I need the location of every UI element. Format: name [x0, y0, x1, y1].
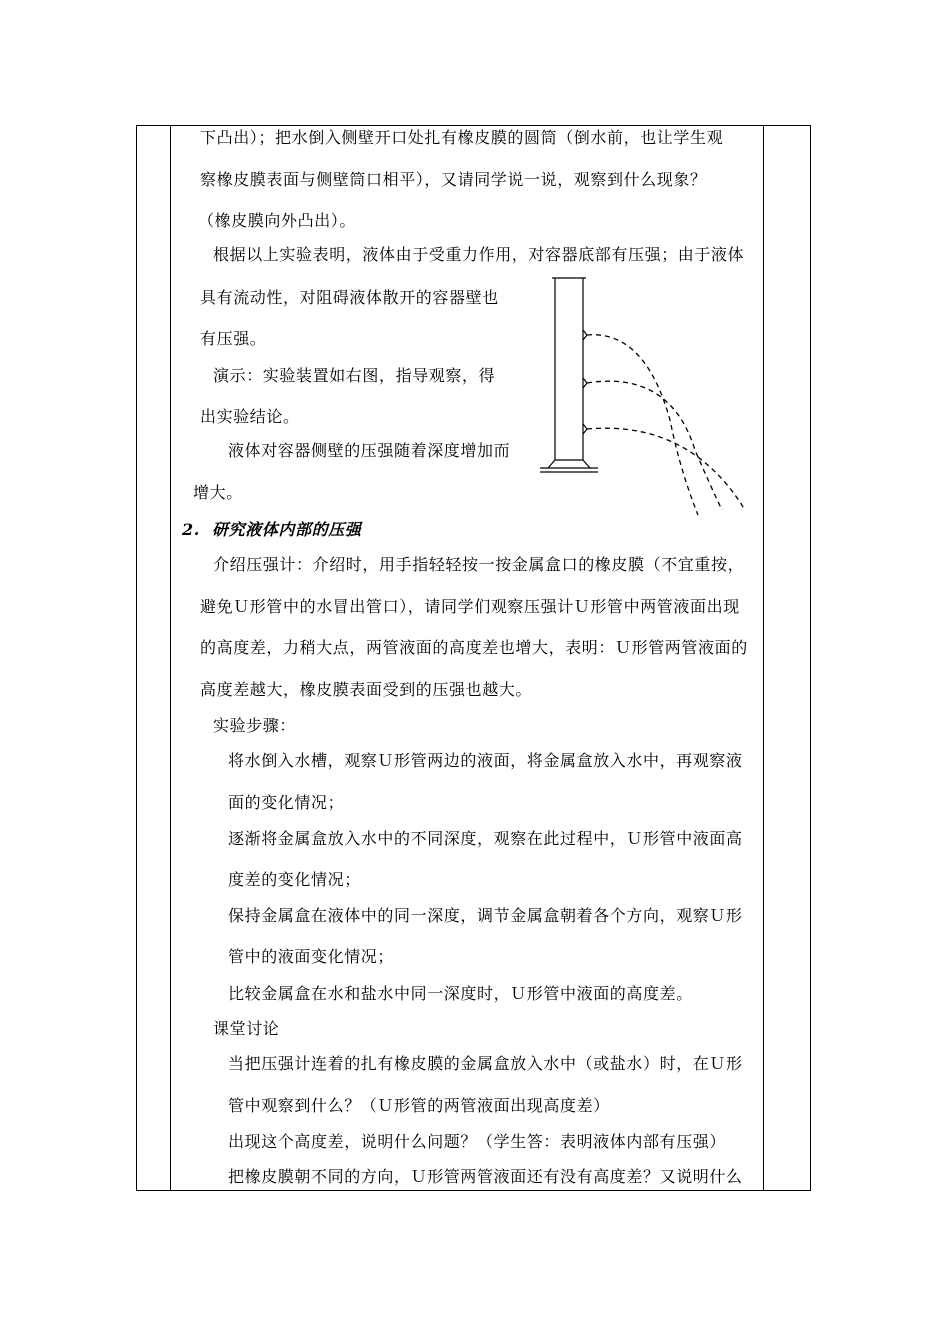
- step-line: 逐渐将金属盒放入水中的不同深度，观察在此过程中，Ｕ形管中液面高: [228, 829, 743, 848]
- water-jet-top: [587, 335, 698, 515]
- steps-label: 实验步骤：: [213, 716, 297, 735]
- side-pressure-line: 液体对容器侧壁的压强随着深度增加而: [228, 441, 511, 460]
- column-divider-left: [170, 125, 171, 1191]
- step-line: 比较金属盒在水和盐水中同一深度时，Ｕ形管中液面的高度差。: [228, 984, 693, 1003]
- conclusion-line: 具有流动性，对阻碍液体散开的容器壁也: [200, 288, 499, 307]
- section-title: 研究液体内部的压强: [212, 520, 362, 539]
- side-pressure-line: 增大。: [193, 483, 243, 502]
- discussion-line: 把橡皮膜朝不同的方向，Ｕ形管两管液面还有没有高度差？又说明什么: [228, 1167, 743, 1186]
- discussion-line: 出现这个高度差，说明什么问题？（学生答：表明液体内部有压强）: [228, 1132, 727, 1151]
- column-divider-right: [763, 125, 764, 1191]
- demo-line: 演示：实验装置如右图，指导观察，得: [213, 366, 496, 385]
- pressure-cylinder-diagram: [530, 270, 760, 520]
- water-jet-middle: [587, 381, 722, 510]
- conclusion-line: 根据以上实验表明，液体由于受重力作用，对容器底部有压强；由于液体: [213, 245, 745, 264]
- conclusion-line: 有压强。: [200, 329, 267, 348]
- section-number: 2.: [182, 520, 200, 539]
- step-line: 管中的液面变化情况；: [228, 947, 395, 966]
- discussion-line: 管中观察到什么？（Ｕ形管的两管液面出现高度差）: [228, 1096, 610, 1115]
- continuation-line: 下凸出）；把水倒入侧壁开口处扎有橡皮膜的圆筒（倒水前，也让学生观: [200, 128, 724, 147]
- intro-line: 的高度差，力稍大点，两管液面的高度差也增大，表明：Ｕ形管两管液面的: [200, 638, 748, 657]
- continuation-line: （橡皮膜向外凸出）。: [198, 211, 357, 230]
- intro-line: 避免Ｕ形管中的水冒出管口），请同学们观察压强计Ｕ形管中两管液面出现: [200, 597, 740, 616]
- demo-line: 出实验结论。: [200, 407, 300, 426]
- step-line: 将水倒入水槽，观察Ｕ形管两边的液面，将金属盒放入水中，再观察液: [228, 751, 743, 770]
- water-jet-bottom: [587, 428, 745, 510]
- step-line: 度差的变化情况；: [228, 870, 361, 889]
- continuation-line: 察橡皮膜表面与侧壁筒口相平），又请同学说一说，观察到什么现象？: [200, 170, 707, 189]
- step-line: 保持金属盒在液体中的同一深度，调节金属盒朝着各个方向，观察Ｕ形: [228, 906, 743, 925]
- intro-line: 介绍压强计：介绍时，用手指轻轻按一按金属盒口的橡皮膜（不宜重按，: [213, 555, 745, 574]
- step-line: 面的变化情况；: [228, 793, 345, 812]
- discussion-label: 课堂讨论: [213, 1019, 280, 1038]
- discussion-line: 当把压强计连着的扎有橡皮膜的金属盒放入水中（或盐水）时，在Ｕ形: [228, 1054, 743, 1073]
- intro-line: 高度差越大，橡皮膜表面受到的压强也越大。: [200, 680, 533, 699]
